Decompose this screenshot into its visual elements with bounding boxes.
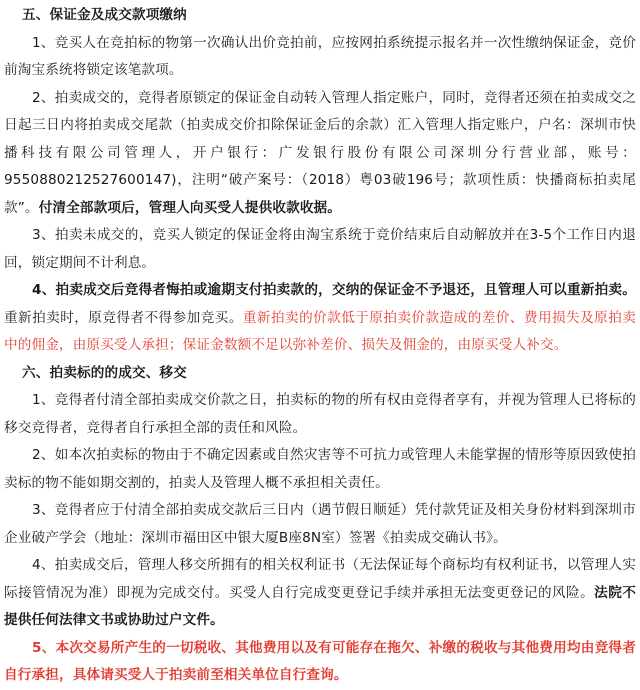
section-5-para-2-bold: 付清全部款项后，管理人向买受人提供收款收据。 <box>38 199 342 216</box>
section-5-para-4-red: 重新拍卖的价款低于原拍卖价款造成的差价、费用损失及原拍卖中的佣金，由原买受人承担；保证金数额不足以弥补差价、损失及佣金的，由原买受人补交。 <box>4 309 636 353</box>
section-5-para-1: 1、竞买人在竞拍标的物第一次确认出价竞拍前，应按网拍系统提示报名并一次性缴纳保证金，竞价前淘宝系统将锁定该笔款项。 <box>4 34 636 78</box>
section-5-para-4 <box>4 277 636 360</box>
section-5-para-4-bold: 4、拍卖成交后竞得者悔拍或逾期支付拍卖款的，交纳的保证金不予退还，且管理人可以重新拍卖。 <box>32 282 636 298</box>
section-6-para-1: 1、竞得者付清全部拍卖成交价款之日，拍卖标的物的所有权由竞得者享有，并视为管理人已将标的移交竞得者，竞得者自行承担全部的责任和风险。 <box>4 392 636 436</box>
section-6-para-4-bold: 法院不提供任何法律文书或协助过户文件。 <box>4 584 637 628</box>
section-6-para-2: 2、如本次拍卖标的物由于不确定因素或自然灾害等不可抗力或管理人未能掌握的情形等原因致使拍卖标的物不能如期交割的，拍卖人及管理人概不承担相关责任。 <box>4 447 636 491</box>
section-5-para-2-text: 2、拍卖成交的，竞得者原锁定的保证金自动转入管理人指定账户，同时，竞得者还须在拍卖成交之日起三日内将拍卖成交尾款（拍卖成交价扣除保证金后的余款）汇入管理人指定账户，户名：深圳市快播科技有限公司管理人，开户银行：广发银行股份有限公司深圳分行营业部，账号：9550880212527600147)，注明“破产案号：（2018）粤03破196号；款项性质：快播商标拍卖尾款”。 <box>4 89 636 216</box>
section-6-para-4 <box>4 552 636 635</box>
section-5-para-3: 3、拍卖未成交的，竞买人锁定的保证金将由淘宝系统于竞价结束后自动解放并在3-5个工作日内退回，锁定期间不计利息。 <box>4 227 636 271</box>
section-6-para-3: 3、竞得者应于付清全部拍卖成交款后三日内（遇节假日顺延）凭付款凭证及相关身份材料到深圳市企业破产学会（地址：深圳市福田区中银大厦B座8N室）签署《拍卖成交确认书》。 <box>4 502 636 546</box>
section-5-heading: 五、保证金及成交款项缴纳 <box>22 7 187 23</box>
section-6-heading: 六、拍卖标的的成交、移交 <box>22 364 187 381</box>
section-5-para-4-text: 重新拍卖时，原竞得者不得参加竞买。 <box>4 309 243 326</box>
section-6-para-5: 5、本次交易所产生的一切税收、其他费用以及有可能存在拖欠、补缴的税收与其他费用均由竞得者自行承担，具体请买受人于拍卖前至相关单位自行查询。 <box>4 639 636 683</box>
section-5-para-2 <box>4 85 636 223</box>
section-6-para-4-text: 4、拍卖成交后，管理人移交所拥有的相关权利证书（无法保证每个商标均有权利证书，以管理人实际接管情况为准）即视为完成交付。买受人自行完成变更登记手续并承担无法变更登记的风险。 <box>4 557 636 601</box>
